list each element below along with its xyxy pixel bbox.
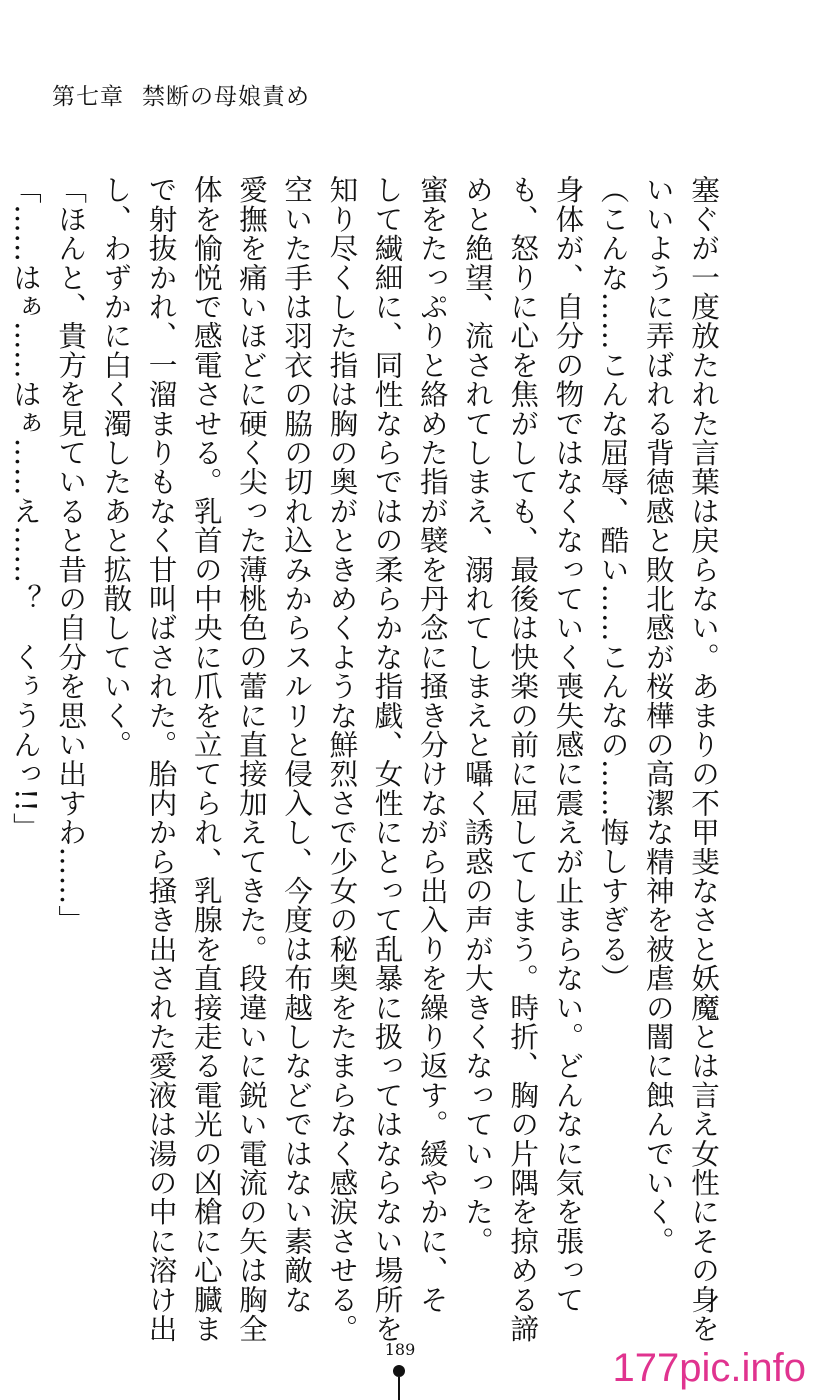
text-line: も、怒りに心を焦がしても、最後は快楽の前に屈してしまう。時折、胸の片隅を掠める諦	[506, 175, 541, 1343]
text-line: で射抜かれ、一溜まりもなく甘叫ばされた。胎内から掻き出された愛液は湯の中に溶け出	[144, 175, 179, 1343]
text-line: 知り尽くした指は胸の奥がときめくような鮮烈さで少女の秘奥をたまらなく感涙させる。	[325, 175, 360, 1343]
chapter-title: 禁断の母娘責め	[142, 84, 310, 110]
text-line: 体を愉悦で感電させる。乳首の中央に爪を立てられ、乳腺を直接走る電光の凶槍に心臓ま	[189, 175, 224, 1343]
text-line: いいように弄ばれる背徳感と敗北感が桜樺の高潔な精神を被虐の闇に蝕んでいく。	[641, 175, 676, 1256]
text-line: 「……はぁ……はぁ……え……？ くぅうんっ!!」	[8, 175, 43, 842]
body-text	[0, 175, 726, 1343]
text-line: めと絶望、流されてしまえ、溺れてしまえと囁く誘惑の声が大きくなっていった。	[460, 175, 495, 1256]
page-marker-line	[398, 1377, 400, 1400]
chapter-heading	[52, 78, 310, 111]
chapter-number: 第七章	[52, 84, 124, 110]
watermark: 177pic.info	[612, 1346, 806, 1390]
text-line: 空いた手は羽衣の脇の切れ込みからスルリと侵入し、今度は布越しなどではない素敵な	[280, 175, 315, 1314]
text-line: して繊細に、同性ならではの柔らかな指戯、女性にとって乱暴に扱ってはならない場所を	[370, 175, 405, 1343]
page-marker-dot	[393, 1365, 405, 1377]
text-line	[0, 175, 3, 1195]
page-number: 189	[384, 1340, 416, 1359]
text-line: 愛撫を痛いほどに硬く尖った薄桃色の蕾に直接加えてきた。段違いに鋭い電流の矢は胸全	[234, 175, 269, 1343]
text-line: 蜜をたっぷりと絡めた指が襞を丹念に掻き分けながら出入りを繰り返す。緩やかに、そ	[415, 175, 450, 1314]
text-line: 身体が、自分の物ではなくなっていく喪失感に震えが止まらない。どんなに気を張って	[551, 175, 586, 1314]
text-line: （こんな……こんな屈辱、酷い……こんなの……悔しすぎる）	[596, 175, 631, 993]
text-line: 「ほんと、貴方を見ていると昔の自分を思い出すわ……」	[54, 175, 89, 935]
text-line: し、わずかに白く濁したあと拡散していく。	[99, 175, 134, 759]
text-line: 塞ぐが一度放たれた言葉は戻らない。あまりの不甲斐なさと妖魔とは言え女性にその身を	[687, 175, 721, 1343]
